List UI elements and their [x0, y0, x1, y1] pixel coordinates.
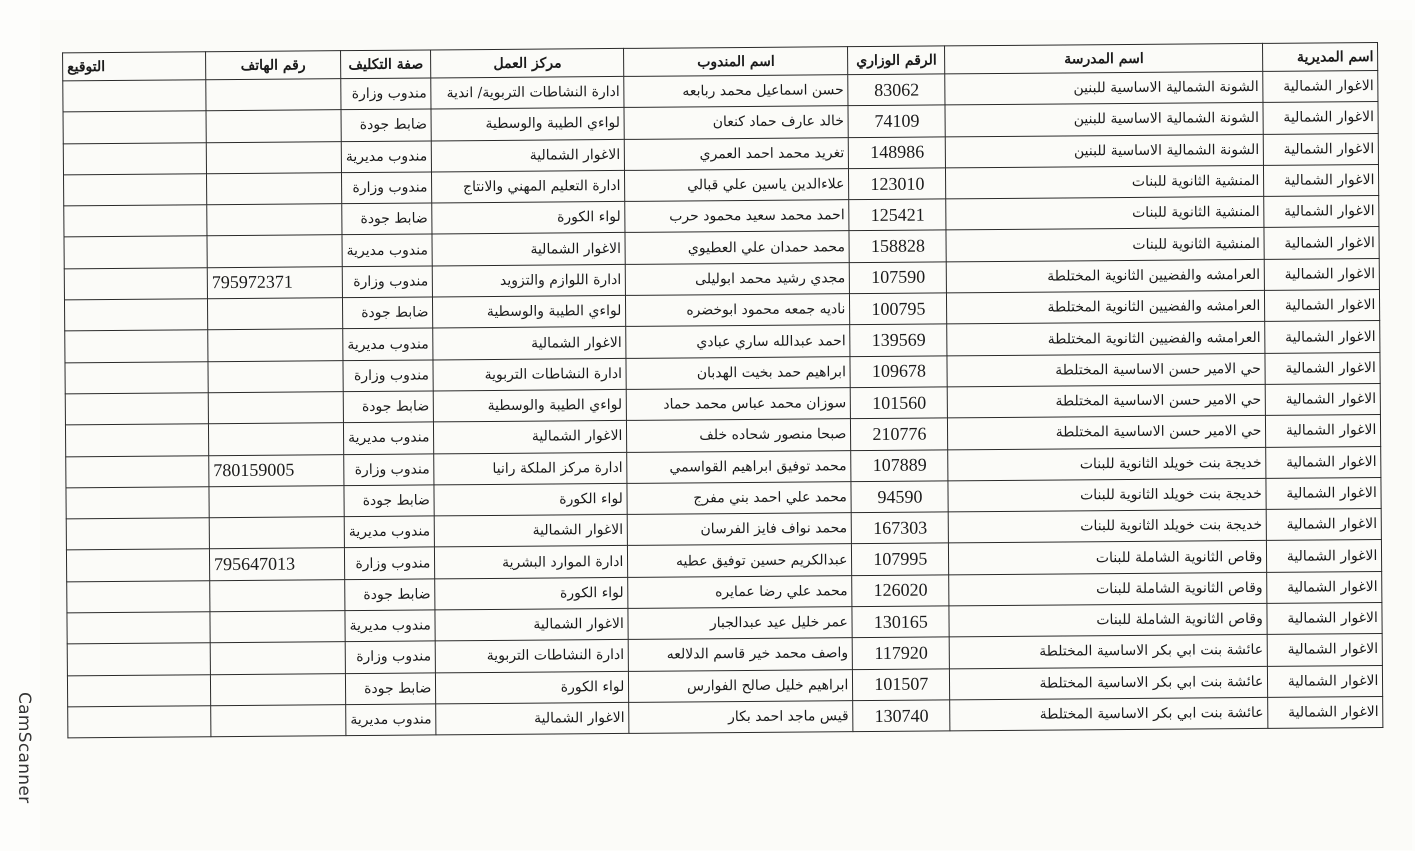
cell-phone — [207, 204, 342, 236]
cell-ministry-id: 101560 — [851, 387, 948, 419]
cell-work-center: لواء الكورة — [434, 483, 627, 516]
cell-phone — [208, 423, 343, 455]
cell-work-center: ادارة مركز الملكة رانيا — [434, 452, 627, 485]
cell-work-center: لواء الكورة — [436, 671, 629, 704]
cell-phone: 795972371 — [207, 266, 342, 298]
cell-ministry-id: 123010 — [849, 168, 946, 200]
cell-work-center: الاغوار الشمالية — [433, 327, 626, 360]
cell-school: حي الامير حسن الاساسية المختلطة — [948, 384, 1266, 418]
cell-signature — [63, 80, 206, 112]
cell-ministry-id: 107995 — [852, 543, 949, 575]
cell-work-center: الاغوار الشمالية — [432, 139, 625, 172]
cell-work-center: لواءي الطيبة والوسطية — [434, 389, 627, 422]
cell-directorate: الاغوار الشمالية — [1264, 227, 1379, 259]
cell-delegate: واصف محمد خير قاسم الدلالعه — [629, 638, 853, 671]
cell-phone — [208, 392, 343, 424]
cell-assignment: مندوب وزارة — [341, 78, 432, 110]
cell-phone — [211, 705, 346, 737]
cell-phone — [208, 329, 343, 361]
header-school: اسم المدرسة — [945, 43, 1263, 73]
cell-signature — [66, 487, 209, 519]
cell-signature — [67, 612, 210, 644]
cell-school: المنشية الثانوية للبنات — [946, 197, 1264, 231]
cell-signature — [64, 236, 207, 268]
cell-directorate: الاغوار الشمالية — [1266, 477, 1381, 509]
cell-school: المنشية الثانوية للبنات — [946, 228, 1264, 262]
cell-ministry-id: 126020 — [852, 575, 949, 607]
cell-assignment: مندوب وزارة — [345, 641, 436, 673]
cell-work-center: ادارة اللوازم والتزويد — [433, 264, 626, 297]
cell-school: خديجة بنت خويلد الثانوية للبنات — [948, 447, 1266, 481]
cell-signature — [64, 174, 207, 206]
cell-signature — [63, 142, 206, 174]
cell-school: خديجة بنت خويلد الثانوية للبنات — [949, 510, 1267, 544]
cell-ministry-id: 107590 — [850, 262, 947, 294]
cell-work-center: لواءي الطيبة والوسطية — [431, 108, 624, 141]
cell-assignment: مندوب وزارة — [341, 172, 432, 204]
cell-assignment: ضابط جودة — [342, 203, 433, 235]
cell-directorate: الاغوار الشمالية — [1267, 603, 1382, 635]
cell-delegate: ابراهيم خليل صالح الفوارس — [629, 669, 853, 702]
cell-work-center: الاغوار الشمالية — [435, 608, 628, 641]
cell-ministry-id: 139569 — [850, 324, 947, 356]
cell-signature — [67, 674, 210, 706]
cell-work-center: ادارة النشاطات التربوية — [436, 640, 629, 673]
cell-work-center: ادارة النشاطات التربوية/ اندية — [431, 76, 624, 109]
cell-ministry-id: 130740 — [853, 700, 950, 732]
cell-signature — [65, 361, 208, 393]
cell-phone — [207, 235, 342, 267]
cell-assignment: مندوب مديرية — [341, 141, 432, 173]
cell-delegate: قيس ماجد احمد بكار — [629, 701, 853, 734]
cell-work-center: ادارة النشاطات التربوية — [433, 358, 626, 391]
cell-signature — [65, 424, 208, 456]
header-phone: رقم الهاتف — [206, 51, 341, 80]
cell-signature — [68, 706, 211, 738]
cell-ministry-id: 109678 — [850, 356, 947, 388]
cell-directorate: الاغوار الشمالية — [1267, 634, 1382, 666]
cell-work-center: ادارة التعليم المهني والانتاج — [432, 170, 625, 203]
cell-directorate: الاغوار الشمالية — [1264, 133, 1379, 165]
cell-delegate: محمد علي احمد بني مفرج — [627, 482, 851, 515]
cell-ministry-id: 148986 — [849, 136, 946, 168]
cell-assignment: مندوب مديرية — [344, 516, 435, 548]
cell-ministry-id: 117920 — [853, 637, 950, 669]
cell-work-center: الاغوار الشمالية — [435, 515, 628, 548]
cell-signature — [66, 549, 209, 581]
cell-work-center: لواء الكورة — [435, 577, 628, 610]
cell-assignment: ضابط جودة — [344, 485, 435, 517]
cell-signature — [63, 111, 206, 143]
cell-assignment: ضابط جودة — [341, 109, 432, 141]
cell-signature — [64, 205, 207, 237]
cell-school: خديجة بنت خويلد الثانوية للبنات — [948, 478, 1266, 512]
cell-directorate: الاغوار الشمالية — [1267, 509, 1382, 541]
cell-phone — [209, 485, 344, 517]
cell-phone — [206, 79, 341, 111]
cell-directorate: الاغوار الشمالية — [1266, 446, 1381, 478]
cell-assignment: مندوب مديرية — [343, 328, 434, 360]
cell-signature — [64, 299, 207, 331]
cell-school: الشونة الشمالية الاساسية للبنين — [945, 71, 1263, 105]
cell-school: الشونة الشمالية الاساسية للبنين — [946, 134, 1264, 168]
cell-school: وقاص الثانوية الشاملة للبنات — [949, 572, 1267, 606]
cell-directorate: الاغوار الشمالية — [1265, 352, 1380, 384]
cell-school: وقاص الثانوية الشاملة للبنات — [949, 603, 1267, 637]
cell-delegate: محمد حمدان علي العطيوي — [625, 231, 849, 264]
header-directorate: اسم المديرية — [1263, 43, 1378, 72]
cell-delegate: احمد محمد سعيد محمود حرب — [625, 200, 849, 233]
cell-ministry-id: 101507 — [853, 669, 950, 701]
cell-directorate: الاغوار الشمالية — [1264, 196, 1379, 228]
cell-work-center: لواءي الطيبة والوسطية — [433, 295, 626, 328]
cell-school: حي الامير حسن الاساسية المختلطة — [948, 416, 1266, 450]
cell-work-center: الاغوار الشمالية — [434, 421, 627, 454]
header-work-center: مركز العمل — [431, 48, 624, 78]
cell-phone: 780159005 — [209, 454, 344, 486]
cell-signature — [66, 518, 209, 550]
cell-ministry-id: 94590 — [851, 481, 948, 513]
scanner-watermark: CamScanner — [14, 692, 34, 804]
cell-phone — [210, 611, 345, 643]
cell-directorate: الاغوار الشمالية — [1266, 383, 1381, 415]
cell-ministry-id: 125421 — [849, 199, 946, 231]
cell-delegate: ابراهيم حمد بخيت الهدبان — [626, 356, 850, 389]
cell-school: عائشة بنت ابي بكر الاساسية المختلطة — [950, 697, 1268, 731]
cell-delegate: تغريد محمد احمد العمري — [625, 137, 849, 170]
cell-phone — [210, 673, 345, 705]
cell-delegate: احمد عبدالله ساري عبادي — [626, 325, 850, 358]
cell-directorate: الاغوار الشمالية — [1267, 540, 1382, 572]
cell-signature — [67, 643, 210, 675]
cell-school: الشونة الشمالية الاساسية للبنين — [945, 103, 1263, 137]
table-body — [63, 71, 1383, 739]
header-signature: التوقيع — [63, 52, 206, 81]
cell-ministry-id: 100795 — [850, 293, 947, 325]
cell-assignment: مندوب وزارة — [344, 547, 435, 579]
cell-ministry-id: 107889 — [851, 449, 948, 481]
cell-work-center: لواء الكورة — [432, 202, 625, 235]
cell-school: حي الامير حسن الاساسية المختلطة — [947, 353, 1265, 387]
cell-phone — [208, 360, 343, 392]
cell-school: العرامشه والفضيين الثانوية المختلطة — [947, 322, 1265, 356]
cell-ministry-id: 130165 — [852, 606, 949, 638]
cell-delegate: مجدي رشيد محمد ابوليلى — [626, 262, 850, 295]
header-assignment: صفة التكليف — [341, 50, 432, 79]
cell-directorate: الاغوار الشمالية — [1266, 415, 1381, 447]
cell-phone — [209, 517, 344, 549]
cell-school: العرامشه والفضيين الثانوية المختلطة — [947, 290, 1265, 324]
cell-phone — [206, 141, 341, 173]
cell-delegate: عمر خليل عيد عبدالجبار — [628, 607, 852, 640]
cell-assignment: مندوب مديرية — [343, 422, 434, 454]
cell-directorate: الاغوار الشمالية — [1265, 258, 1380, 290]
cell-delegate: سوزان محمد عباس محمد حماد — [627, 388, 851, 421]
cell-assignment: مندوب وزارة — [344, 453, 435, 485]
cell-ministry-id: 158828 — [849, 230, 946, 262]
cell-assignment: ضابط جودة — [343, 391, 434, 423]
cell-phone: 795647013 — [209, 548, 344, 580]
cell-directorate: الاغوار الشمالية — [1268, 696, 1383, 728]
cell-phone — [210, 642, 345, 674]
cell-assignment: ضابط جودة — [342, 297, 433, 329]
cell-assignment: ضابط جودة — [345, 673, 436, 705]
cell-signature — [64, 267, 207, 299]
cell-work-center: الاغوار الشمالية — [432, 233, 625, 266]
cell-delegate: حسن اسماعيل محمد ربابعه — [624, 75, 848, 108]
cell-delegate: عبدالكريم حسين توفيق عطيه — [628, 544, 852, 577]
cell-delegate: محمد علي رضا عمايره — [628, 575, 852, 608]
cell-signature — [67, 580, 210, 612]
cell-assignment: مندوب مديرية — [342, 234, 433, 266]
cell-assignment: مندوب وزارة — [343, 360, 434, 392]
cell-school: عائشة بنت ابي بكر الاساسية المختلطة — [950, 635, 1268, 669]
cell-assignment: مندوب مديرية — [345, 610, 436, 642]
delegates-table — [62, 42, 1384, 739]
cell-phone — [206, 173, 341, 205]
cell-school: العرامشه والفضيين الثانوية المختلطة — [947, 259, 1265, 293]
cell-signature — [65, 393, 208, 425]
cell-phone — [210, 579, 345, 611]
cell-directorate: الاغوار الشمالية — [1265, 321, 1380, 353]
cell-signature — [65, 330, 208, 362]
cell-delegate: صبحا منصور شحاده خلف — [627, 419, 851, 452]
cell-delegate: علاءالدين ياسين علي قبالي — [625, 169, 849, 202]
cell-ministry-id: 167303 — [852, 512, 949, 544]
cell-directorate: الاغوار الشمالية — [1263, 71, 1378, 103]
cell-directorate: الاغوار الشمالية — [1264, 164, 1379, 196]
cell-signature — [66, 455, 209, 487]
header-delegate: اسم المندوب — [624, 47, 848, 77]
cell-directorate: الاغوار الشمالية — [1265, 290, 1380, 322]
cell-work-center: ادارة الموارد البشرية — [435, 546, 628, 579]
cell-delegate: محمد توفيق ابراهيم القواسمي — [627, 450, 851, 483]
cell-school: وقاص الثانوية الشاملة للبنات — [949, 541, 1267, 575]
scanned-page — [40, 20, 1412, 850]
cell-phone — [207, 298, 342, 330]
cell-school: عائشة بنت ابي بكر الاساسية المختلطة — [950, 666, 1268, 700]
cell-delegate: ناديه جمعه محمود ابوخضره — [626, 294, 850, 327]
cell-ministry-id: 210776 — [851, 418, 948, 450]
cell-work-center: الاغوار الشمالية — [436, 702, 629, 735]
cell-ministry-id: 74109 — [848, 105, 945, 137]
cell-ministry-id: 83062 — [848, 74, 945, 106]
cell-directorate: الاغوار الشمالية — [1268, 665, 1383, 697]
cell-delegate: خالد عارف حماد كنعان — [624, 106, 848, 139]
cell-school: المنشية الثانوية للبنات — [946, 165, 1264, 199]
cell-directorate: الاغوار الشمالية — [1263, 102, 1378, 134]
cell-assignment: مندوب وزارة — [342, 266, 433, 298]
cell-assignment: ضابط جودة — [345, 579, 436, 611]
cell-assignment: مندوب مديرية — [346, 704, 437, 736]
cell-delegate: محمد نواف فايز الفرسان — [628, 513, 852, 546]
header-ministry-id: الرقم الوزاري — [848, 46, 945, 75]
cell-directorate: الاغوار الشمالية — [1267, 571, 1382, 603]
cell-phone — [206, 110, 341, 142]
